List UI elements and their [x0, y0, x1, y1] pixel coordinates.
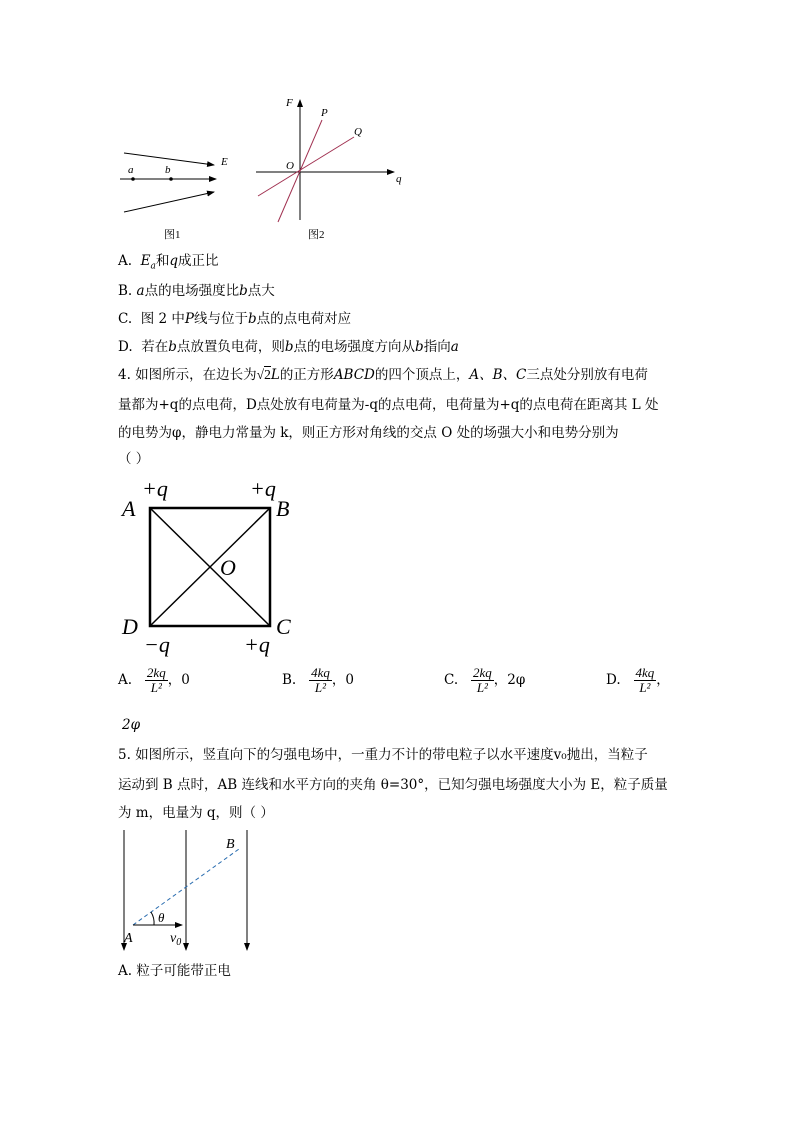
figure-2 [250, 92, 410, 242]
label-q-axis: q [396, 173, 402, 185]
label-o: O [286, 160, 294, 172]
q5-line-1: 5. 如图所示，竖直向下的匀强电场中，一重力不计的带电粒子以水平速度v₀抛出，当粒子 [118, 747, 648, 763]
line-q [258, 137, 354, 196]
field-line-bottom [124, 192, 214, 212]
point-b [169, 177, 173, 181]
q5-line-2: 运动到 B 点时，AB 连线和水平方向的夹角 θ=30°，已知匀强电场强度大小为 E，粒子质量 [118, 777, 668, 793]
q3-option-d: D. 若在b点放置负电荷，则b点的电场强度方向从b指向a [118, 339, 459, 355]
charge-d: −q [144, 632, 170, 657]
label-e: E [221, 156, 228, 168]
charge-a: +q [142, 476, 168, 501]
q4-option-d: D. $\frac{4kq}{\text{L²}}$ ， [606, 665, 670, 695]
q5-line-3: 为 m，电量为 q，则（ ） [118, 805, 274, 821]
q4-option-d-wrap: 2φ [122, 717, 141, 733]
q4-option-c: C. $\frac{2kq}{\text{L²}}$ ，2φ [444, 665, 526, 695]
q4-option-b: B. $\frac{4kq}{\text{L²}}$ ，0 [282, 665, 354, 695]
vertex-a: A [122, 496, 136, 521]
q4-line-3: 的电势为φ，静电力常量为 k，则正方形对角线的交点 O 处的场强大小和电势分别为 [118, 425, 619, 441]
label-a: A [124, 931, 133, 946]
label-f: F [286, 97, 293, 109]
label-b: B [226, 837, 235, 852]
q3-option-b: B. a点的电场强度比b点大 [118, 283, 275, 299]
label-a: a [128, 164, 134, 176]
figure-square-abcd [118, 474, 308, 659]
charge-c: +q [244, 632, 270, 657]
q3-option-a: A. $E_a$和q成正比 [118, 253, 219, 272]
vertex-o: O [220, 555, 236, 580]
vertex-d: D [122, 614, 138, 639]
q5-option-a: A. 粒子可能带正电 [118, 963, 231, 979]
q4-line-1: 4. 如图所示，在边长为√2L的正方形ABCD的四个顶点上，A、B、C三点处分别放有电荷 [118, 367, 648, 383]
figure-field-particle [118, 828, 258, 953]
vertex-b: B [276, 496, 290, 521]
label-theta: θ [158, 910, 165, 925]
q4-option-a: A. $\frac{2kq}{\text{L²}}$ ，0 [118, 665, 190, 695]
label-p: P [321, 107, 328, 119]
label-q-line: Q [354, 126, 362, 138]
q3-option-c: C. 图 2 中P线与位于b点的点电荷对应 [118, 311, 352, 327]
q4-line-2: 量都为+q的点电荷，D点处放有电荷量为-q的点电荷，电荷量为+q的点电荷在距离其 L 处 [118, 397, 659, 413]
point-a [131, 177, 135, 181]
label-v0: $v_0$ [170, 931, 182, 948]
fig1-caption: 图1 [164, 229, 181, 241]
charge-b: +q [250, 476, 276, 501]
label-b: b [165, 164, 171, 176]
angle-arc [151, 912, 154, 925]
q4-line-4: （ ） [118, 451, 150, 467]
figure-1 [118, 140, 248, 245]
vertex-c: C [276, 614, 291, 639]
fig2-caption: 图2 [308, 229, 325, 241]
